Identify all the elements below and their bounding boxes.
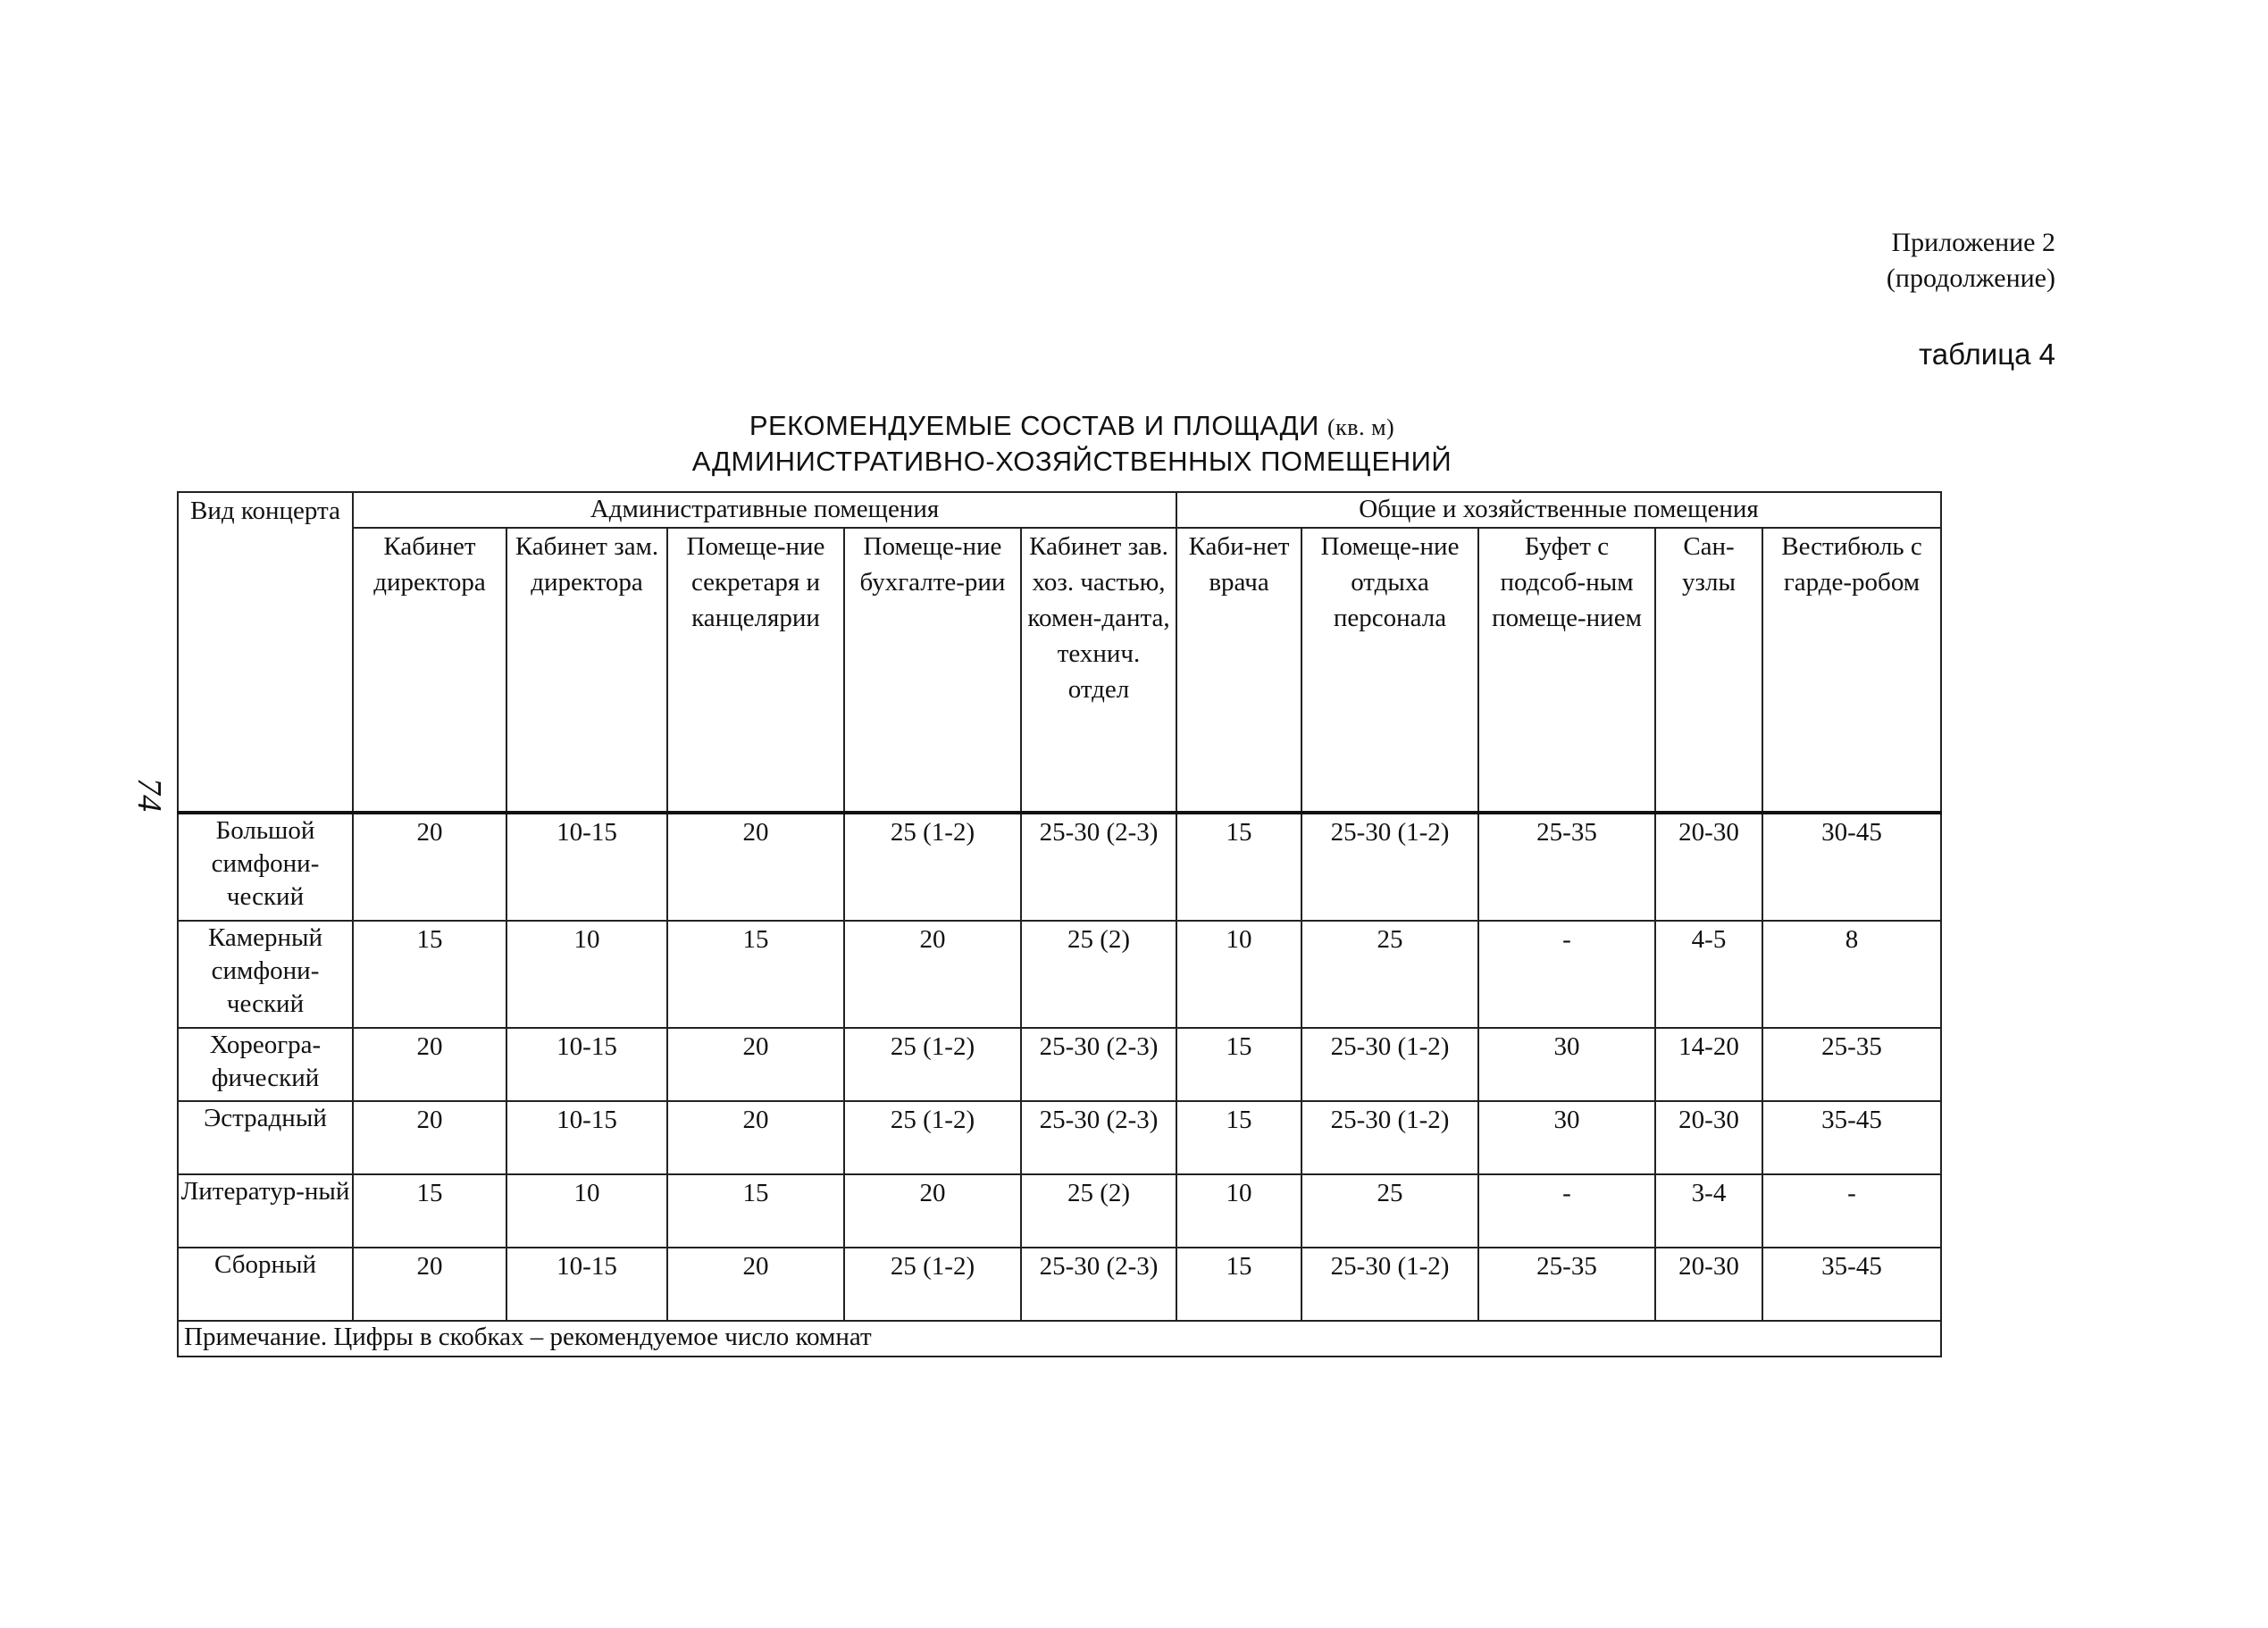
table-cell: 20 — [353, 1028, 506, 1101]
row-kind: Эстрадный — [178, 1101, 353, 1174]
header-col-doctor: Каби-нет врача — [1176, 528, 1301, 813]
row-kind: Большой симфони-ческий — [178, 813, 353, 921]
table-cell: 15 — [667, 1174, 844, 1248]
table-cell: 10-15 — [506, 1248, 667, 1321]
header-group-row — [178, 492, 1941, 528]
table-row — [178, 1028, 1941, 1101]
table-cell: 20 — [353, 1101, 506, 1174]
table-cell: 10 — [506, 921, 667, 1028]
table-cell: 25 (2) — [1021, 1174, 1176, 1248]
table-cell: 25 (1-2) — [844, 813, 1021, 921]
appendix-line-2: (продолжение) — [1886, 263, 2055, 293]
title-line-2: АДМИНИСТРАТИВНО-ХОЗЯЙСТВЕННЫХ ПОМЕЩЕНИЙ — [691, 446, 1452, 477]
table-cell: 20 — [353, 1248, 506, 1321]
document-title — [625, 409, 1519, 479]
table-row — [178, 1174, 1941, 1248]
title-main: РЕКОМЕНДУЕМЫЕ СОСТАВ И ПЛОЩАДИ — [749, 410, 1319, 441]
appendix-label — [1887, 225, 2055, 296]
title-line-1 — [625, 409, 1519, 445]
header-col-deputy: Кабинет зам. директора — [506, 528, 667, 813]
header-col-toilets: Сан-узлы — [1655, 528, 1762, 813]
table-note: Примечание. Цифры в скобках – рекомендуемое число комнат — [178, 1321, 1941, 1357]
table-cell: 20 — [353, 813, 506, 921]
table-cell: 25-35 — [1478, 813, 1655, 921]
table-cell: 10-15 — [506, 1028, 667, 1101]
table-cell: 15 — [1176, 1248, 1301, 1321]
row-kind: Хореогра-фический — [178, 1028, 353, 1101]
header-col-secretary: Помеще-ние секретаря и канцелярии — [667, 528, 844, 813]
table-row — [178, 813, 1941, 921]
table-cell: 10 — [1176, 1174, 1301, 1248]
table-number-label: таблица 4 — [1919, 338, 2055, 371]
table-cell: 10-15 — [506, 1101, 667, 1174]
table-cell: 25-30 (2-3) — [1021, 813, 1176, 921]
table-cell: 15 — [1176, 813, 1301, 921]
table-cell: 25 — [1301, 921, 1478, 1028]
title-unit: (кв. м) — [1327, 414, 1395, 440]
table-cell: 20 — [844, 921, 1021, 1028]
table-cell: 15 — [1176, 1101, 1301, 1174]
header-group-common: Общие и хозяйственные помещения — [1176, 492, 1941, 528]
note-row — [178, 1321, 1941, 1357]
row-kind: Сборный — [178, 1248, 353, 1321]
table-cell: 25-35 — [1478, 1248, 1655, 1321]
table-cell: 35-45 — [1762, 1101, 1941, 1174]
table-cell: 20 — [667, 1248, 844, 1321]
table-cell: 30 — [1478, 1028, 1655, 1101]
row-kind: Литератур-ный — [178, 1174, 353, 1248]
table-cell: 25-30 (1-2) — [1301, 1101, 1478, 1174]
table-cell: 25-35 — [1762, 1028, 1941, 1101]
header-col-director: Кабинет директора — [353, 528, 506, 813]
table-cell: 20-30 — [1655, 1101, 1762, 1174]
table-cell: 10-15 — [506, 813, 667, 921]
table-cell: 20-30 — [1655, 813, 1762, 921]
table-cell: 20-30 — [1655, 1248, 1762, 1321]
table-cell: 15 — [353, 921, 506, 1028]
table-cell: 25 (1-2) — [844, 1248, 1021, 1321]
appendix-line-1: Приложение 2 — [1891, 228, 2055, 257]
header-columns-row — [178, 528, 1941, 813]
table-cell: 15 — [353, 1174, 506, 1248]
table-cell: 30 — [1478, 1101, 1655, 1174]
table-cell: 25-30 (2-3) — [1021, 1028, 1176, 1101]
table-cell: 20 — [667, 1101, 844, 1174]
header-col-buffet: Буфет с подсоб-ным помеще-нием — [1478, 528, 1655, 813]
table-cell: 15 — [1176, 1028, 1301, 1101]
header-col-facilities: Кабинет зав. хоз. частью, комен-данта, технич. отдел — [1021, 528, 1176, 813]
table-cell: 30-45 — [1762, 813, 1941, 921]
header-group-admin: Административные помещения — [353, 492, 1176, 528]
header-col-accounting: Помеще-ние бухгалте-рии — [844, 528, 1021, 813]
header-kind: Вид концерта — [178, 492, 353, 813]
table-cell: - — [1478, 1174, 1655, 1248]
table-cell: 25 (1-2) — [844, 1028, 1021, 1101]
table-cell: 20 — [667, 1028, 844, 1101]
table-cell: - — [1762, 1174, 1941, 1248]
premises-table — [177, 491, 1942, 1357]
table-cell: 25-30 (1-2) — [1301, 1248, 1478, 1321]
table-cell: 25-30 (1-2) — [1301, 813, 1478, 921]
table-cell: 3-4 — [1655, 1174, 1762, 1248]
table-cell: 10 — [1176, 921, 1301, 1028]
header-col-lobby: Вестибюль с гарде-робом — [1762, 528, 1941, 813]
table-cell: 25 (1-2) — [844, 1101, 1021, 1174]
table-cell: - — [1478, 921, 1655, 1028]
table-row — [178, 1101, 1941, 1174]
table-row — [178, 921, 1941, 1028]
table-cell: 35-45 — [1762, 1248, 1941, 1321]
table-cell: 25 (2) — [1021, 921, 1176, 1028]
header-col-staff-rest: Помеще-ние отдыха персонала — [1301, 528, 1478, 813]
table-cell: 10 — [506, 1174, 667, 1248]
row-kind: Камерный симфони-ческий — [178, 921, 353, 1028]
table-cell: 25-30 (2-3) — [1021, 1101, 1176, 1174]
table-cell: 14-20 — [1655, 1028, 1762, 1101]
table-cell: 25-30 (1-2) — [1301, 1028, 1478, 1101]
table-cell: 20 — [844, 1174, 1021, 1248]
table-cell: 15 — [667, 921, 844, 1028]
table-cell: 8 — [1762, 921, 1941, 1028]
table-cell: 4-5 — [1655, 921, 1762, 1028]
table-cell: 25-30 (2-3) — [1021, 1248, 1176, 1321]
page-number: 74 — [130, 778, 168, 812]
table-row — [178, 1248, 1941, 1321]
table-cell: 20 — [667, 813, 844, 921]
table-cell: 25 — [1301, 1174, 1478, 1248]
